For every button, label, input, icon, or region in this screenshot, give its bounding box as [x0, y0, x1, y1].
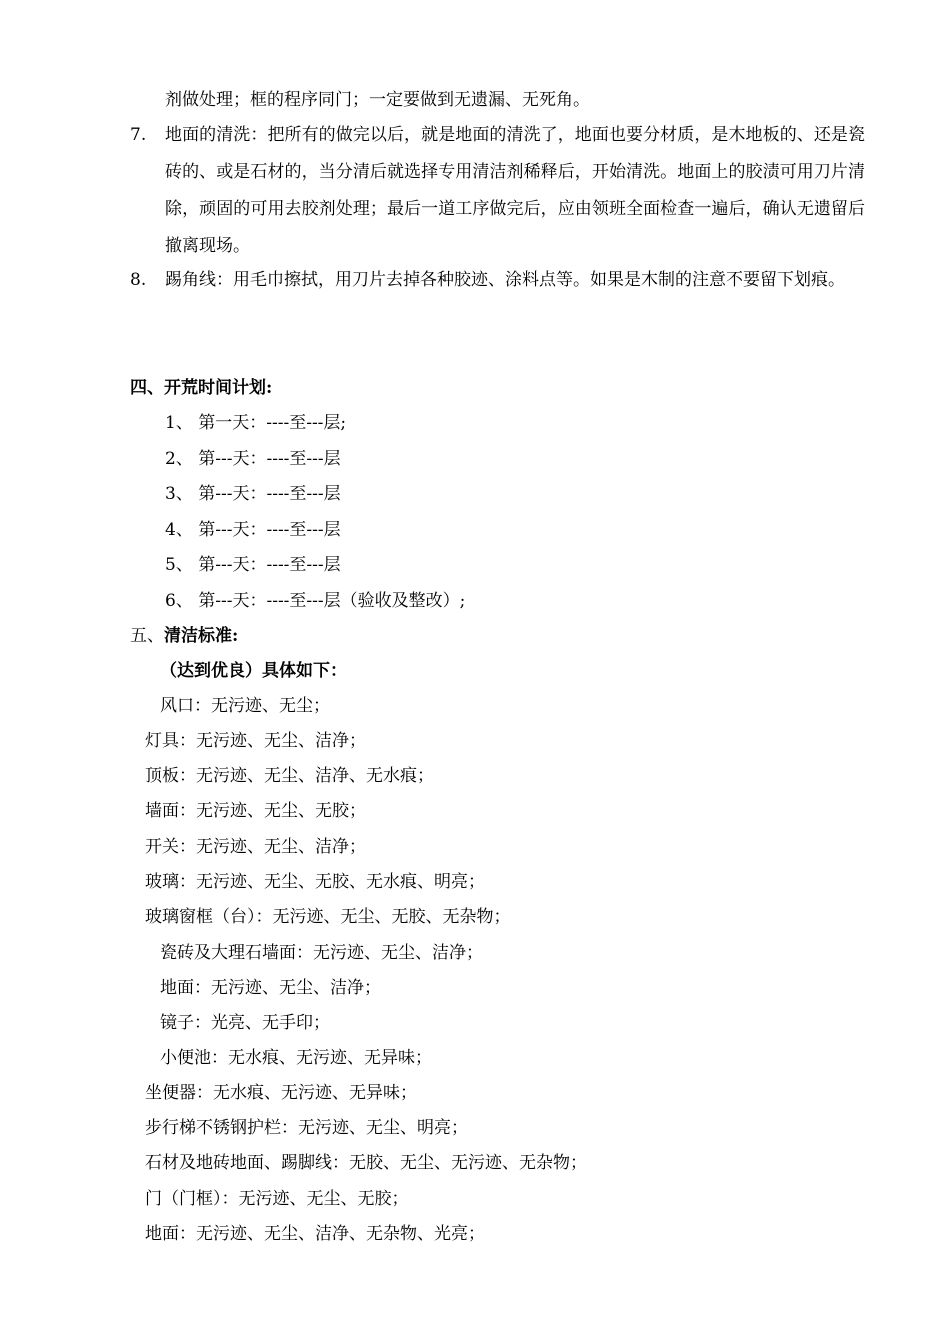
schedule-item: 3、 第---天：----至---层 [165, 484, 341, 504]
section-5-heading-prefix: 五、 [130, 626, 164, 646]
item-7-number: 7. [130, 125, 147, 145]
standard-item: 步行梯不锈钢护栏：无污迹、无尘、明亮； [145, 1118, 468, 1138]
section-5-heading-title: 清洁标准: [164, 626, 239, 646]
standard-item: 灯具：无污迹、无尘、洁净； [145, 731, 366, 751]
section-5-heading [130, 624, 238, 648]
standard-item: 玻璃窗框（台）：无污迹、无尘、无胶、无杂物； [145, 907, 511, 927]
standard-item: 瓷砖及大理石墙面：无污迹、无尘、洁净； [160, 943, 483, 963]
schedule-item: 1、 第一天：----至---层; [165, 413, 347, 433]
schedule-item: 6、 第---天：----至---层（验收及整改）; [165, 591, 466, 611]
standard-item: 顶板：无污迹、无尘、洁净、无水痕； [145, 766, 434, 786]
standard-item: 地面：无污迹、无尘、洁净； [160, 978, 381, 998]
continuation-line: 剂做处理；框的程序同门；一定要做到无遗漏、无死角。 [165, 90, 590, 110]
section-4-heading: 四、开荒时间计划: [130, 378, 273, 398]
standard-item: 玻璃：无污迹、无尘、无胶、无水痕、明亮； [145, 872, 485, 892]
schedule-item: 4、 第---天：----至---层 [165, 520, 341, 540]
schedule-item: 5、 第---天：----至---层 [165, 555, 341, 575]
item-8-number: 8. [130, 270, 147, 290]
standard-item: 开关：无污迹、无尘、洁净； [145, 837, 366, 857]
section-5-subheading: （达到优良）具体如下： [160, 661, 347, 681]
standard-item: 小便池：无水痕、无污迹、无异味； [160, 1048, 432, 1068]
standard-item: 墙面：无污迹、无尘、无胶； [145, 801, 366, 821]
item-7-text: 地面的清洗：把所有的做完以后，就是地面的清洗了，地面也要分材质，是木地板的、还是瓷砖的、或是石材的，当分清后就选择专用清洁剂稀释后，开始清洗。地面上的胶渍可用刀片清除，顽固的可用去胶剂处理；最后一道工序做完后，应由领班全面检查一遍后，确认无遗留后撤离现场。 [165, 125, 865, 256]
standard-item: 坐便器：无水痕、无污迹、无异味； [145, 1083, 417, 1103]
standard-item: 石材及地砖地面、踢脚线：无胶、无尘、无污迹、无杂物； [145, 1153, 587, 1173]
standard-item: 门（门框）：无污迹、无尘、无胶； [145, 1189, 409, 1209]
standard-item: 镜子：光亮、无手印； [160, 1013, 330, 1033]
standard-item: 风口：无污迹、无尘； [160, 696, 330, 716]
standard-item: 地面：无污迹、无尘、洁净、无杂物、光亮； [145, 1224, 485, 1244]
item-8-text: 踢角线：用毛巾擦拭，用刀片去掉各种胶迹、涂料点等。如果是木制的注意不要留下划痕。 [165, 270, 845, 290]
schedule-item: 2、 第---天：----至---层 [165, 449, 341, 469]
